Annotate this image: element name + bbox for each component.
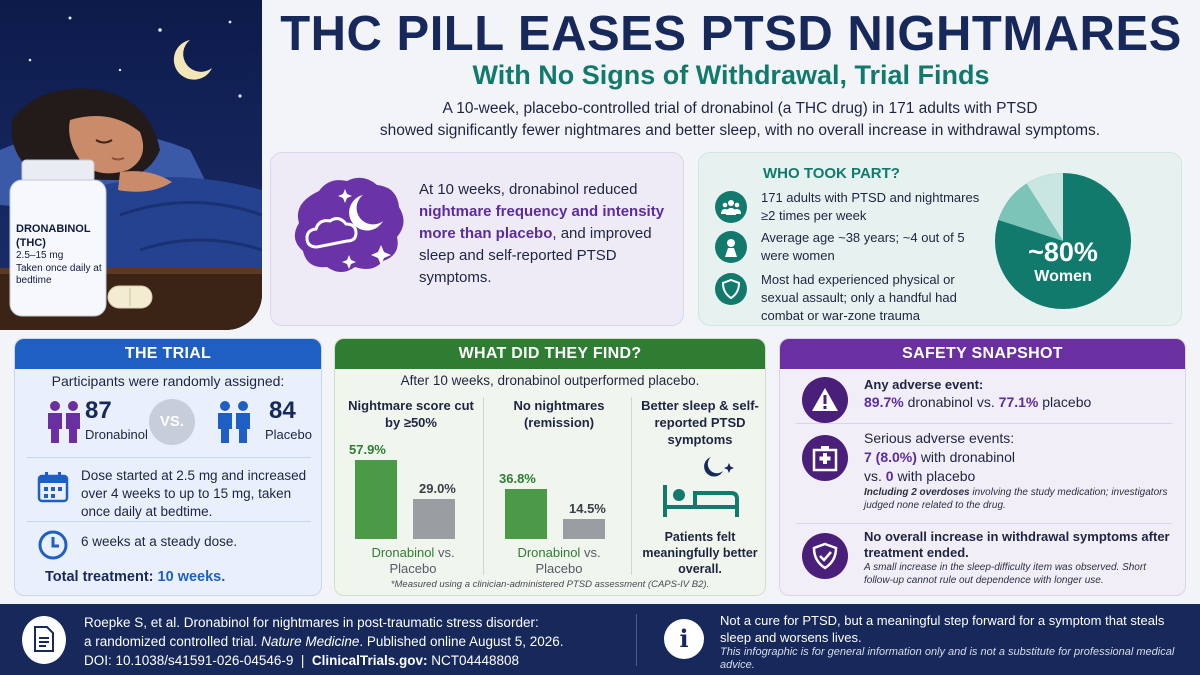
placebo-group-icon — [215, 399, 253, 443]
citation-post: . Published online August 5, 2026. — [359, 634, 564, 649]
placebo-count: 84 — [269, 397, 296, 424]
chart-1-title: Nightmare score cut by ≥50% — [348, 398, 474, 430]
who-trauma-text: Most had experienced physical or sexual assault; only a handful had combat or war-zone trauma — [761, 272, 957, 323]
finding-highlight: nightmare frequency and intensity more than placebo — [419, 203, 665, 242]
citation-doi[interactable]: DOI: 10.1038/s41591-026-04546-9 — [84, 653, 294, 668]
chart-2-bar-placebo — [563, 519, 605, 539]
info-icon: i — [664, 619, 704, 659]
total-value: 10 weeks. — [157, 569, 226, 585]
sae-note — [864, 486, 1174, 512]
findings-intro: After 10 weeks, dronabinol outperformed placebo. — [400, 373, 700, 388]
page-subtitle: With No Signs of Withdrawal, Trial Finds — [472, 60, 990, 90]
bottle-drug-name: DRONABINOL (THC) — [16, 223, 91, 249]
ae-dronabinol: 89.7% — [864, 394, 904, 410]
trial-intro: Participants were randomly assigned: — [51, 373, 285, 389]
footer-message: Not a cure for PTSD, but a meaningful step forward for a symptom that steals sleep and worsens lives. — [720, 613, 1165, 645]
dronabinol-label: Dronabinol — [85, 427, 148, 442]
chart-2-caption-placebo: Placebo — [535, 561, 583, 576]
clinicaltrials-id[interactable]: NCT04448808 — [431, 653, 520, 668]
better-overall-text: Patients felt meaningfully better overall. — [642, 530, 758, 576]
finding-comma: , — [552, 225, 557, 242]
who-title: WHO TOOK PART? — [763, 165, 900, 182]
findings-footnote: *Measured using a clinician-administered PTSD assessment (CAPS-IV B2). — [390, 579, 710, 590]
who-took-part-card — [698, 152, 1182, 326]
key-finding-card — [270, 152, 684, 326]
citation-pre: a randomized controlled trial. — [84, 634, 258, 649]
brain-moon-icon — [289, 173, 409, 283]
safety-title: SAFETY SNAPSHOT — [780, 339, 1185, 369]
bottle-label — [16, 222, 104, 288]
shield-check-icon — [802, 533, 848, 579]
total-label: Total treatment: — [45, 569, 154, 585]
ae-placebo: 77.1% — [998, 394, 1039, 410]
findings-title: WHAT DID THEY FIND? — [335, 339, 765, 369]
adverse-events-head: Any adverse event: — [864, 377, 984, 392]
document-icon — [22, 616, 66, 664]
chart-2-title: No nightmares (remission) — [513, 398, 605, 430]
divider — [27, 521, 311, 522]
divider — [27, 457, 311, 458]
hospital-icon — [802, 435, 848, 481]
chart-1-bar-dronabinol — [355, 460, 397, 539]
column-3-title: Better sleep & self-reported PTSD symptoms — [641, 398, 759, 447]
clinicaltrials-label: ClinicalTrials.gov: — [311, 653, 428, 668]
who-demographics-text: Average age ~38 years; ~4 out of 5 were women — [761, 230, 965, 263]
divider — [796, 423, 1172, 424]
bottle-instructions: Taken once daily at bedtime — [16, 262, 102, 286]
who-participants-text: 171 adults with PTSD and nightmares ≥2 times per week — [761, 190, 980, 223]
dronabinol-count: 87 — [85, 397, 112, 424]
citation-line-2 — [84, 632, 624, 651]
chart-1-caption — [345, 545, 481, 577]
trial-title: THE TRIAL — [15, 339, 321, 369]
footer-disclaimer: This infographic is for general information only and is not a substitute for professional medical advice. — [720, 646, 1175, 671]
page-title: THC PILL EASES PTSD NIGHTMARES — [280, 7, 1182, 61]
intro-line-2: showed significantly fewer nightmares and better sleep, with no overall increase in withdrawal symptoms. — [379, 122, 1101, 139]
chart-2-caption-vs: vs. — [583, 545, 601, 560]
chart-1-label-dronabinol: 57.9% — [349, 442, 386, 457]
footer — [0, 604, 1200, 675]
adverse-events — [864, 377, 1174, 412]
dose-text: Dose started at 2.5 mg and increased over 4 weeks to up to 15 mg, taken once daily at bedtime. — [81, 468, 307, 519]
sae-vs: vs. — [864, 468, 882, 484]
placebo-label: Placebo — [265, 427, 312, 442]
sae-mid: with dronabinol — [920, 449, 1015, 465]
chart-2-caption-dronabinol: Dronabinol — [517, 545, 581, 560]
shield-icon — [715, 273, 747, 305]
finding-pre: At 10 weeks, dronabinol reduced — [419, 181, 638, 198]
withdrawal — [864, 529, 1174, 587]
hero-illustration — [0, 0, 262, 330]
citation-line-1: Roepke S, et al. Dronabinol for nightmares in post-traumatic stress disorder: — [84, 615, 539, 630]
sae-note-bold: Including 2 overdoses — [864, 487, 970, 498]
ae-mid: dronabinol vs. — [907, 394, 995, 410]
finding-post: and improved sleep and self-reported PTSD symptoms. — [419, 225, 652, 286]
chart-1-caption-dronabinol: Dronabinol — [371, 545, 435, 560]
finding-text — [419, 179, 681, 289]
citation-journal: Nature Medicine — [261, 634, 360, 649]
serious-adverse-events — [864, 429, 1174, 512]
dronabinol-group-icon — [45, 399, 83, 443]
bottle-cap — [22, 160, 94, 182]
chart-1-label-placebo: 29.0% — [419, 481, 456, 496]
sae-end: with placebo — [897, 468, 976, 484]
bed-icon — [661, 455, 741, 519]
steady-dose-text: 6 weeks at a steady dose. — [81, 534, 238, 549]
calendar-icon — [37, 471, 69, 503]
safety-panel — [779, 338, 1186, 596]
chart-2-caption — [491, 545, 627, 577]
ae-end: placebo — [1042, 394, 1092, 410]
chart-2-label-dronabinol: 36.8% — [499, 471, 536, 486]
trial-panel — [14, 338, 322, 596]
woman-icon — [715, 231, 747, 263]
column-divider — [631, 397, 632, 575]
findings-panel — [334, 338, 766, 596]
moon-icon — [704, 457, 723, 477]
sae-placebo: 0 — [885, 468, 894, 484]
column-divider — [483, 397, 484, 575]
group-icon — [715, 191, 747, 223]
pie-caption: Women — [1034, 268, 1092, 285]
total-treatment — [45, 569, 225, 585]
sae-dronabinol: 7 (8.0%) — [864, 449, 917, 465]
footer-divider — [636, 614, 637, 666]
vs-badge: VS. — [149, 399, 195, 445]
pie-label — [993, 237, 1133, 287]
sae-note-text: involving the study medication; investigators judged none related to the drug. — [864, 487, 1168, 511]
chart-1-bar-placebo — [413, 499, 455, 539]
chart-2-label-placebo: 14.5% — [569, 501, 606, 516]
citation-line-3: DOI: 10.1038/s41591-026-04546-9 | ClinicalTrials.gov: NCT04448808 — [84, 653, 520, 668]
withdrawal-head: No overall increase in withdrawal symptoms after treatment ended. — [864, 529, 1170, 560]
clock-icon — [37, 529, 69, 561]
warning-icon — [802, 377, 848, 423]
withdrawal-note: A small increase in the sleep-difficulty item was observed. Short follow-up cannot rule out dependence with longer use. — [864, 562, 1146, 586]
sae-head: Serious adverse events: — [864, 430, 1015, 446]
sae-body — [864, 448, 1174, 486]
adverse-events-body — [864, 393, 1174, 412]
pie-value: ~80% — [1028, 237, 1098, 267]
bottle-dose: 2.5–15 mg — [16, 250, 64, 261]
chart-2-bar-dronabinol — [505, 489, 547, 539]
chart-1-caption-vs: vs. — [437, 545, 455, 560]
citation — [84, 613, 624, 670]
intro-line-1: A 10-week, placebo-controlled trial of dronabinol (a THC drug) in 171 adults with PTSD — [442, 100, 1038, 117]
chart-1-caption-placebo: Placebo — [389, 561, 437, 576]
intro-text — [300, 98, 1180, 142]
divider — [796, 523, 1172, 524]
